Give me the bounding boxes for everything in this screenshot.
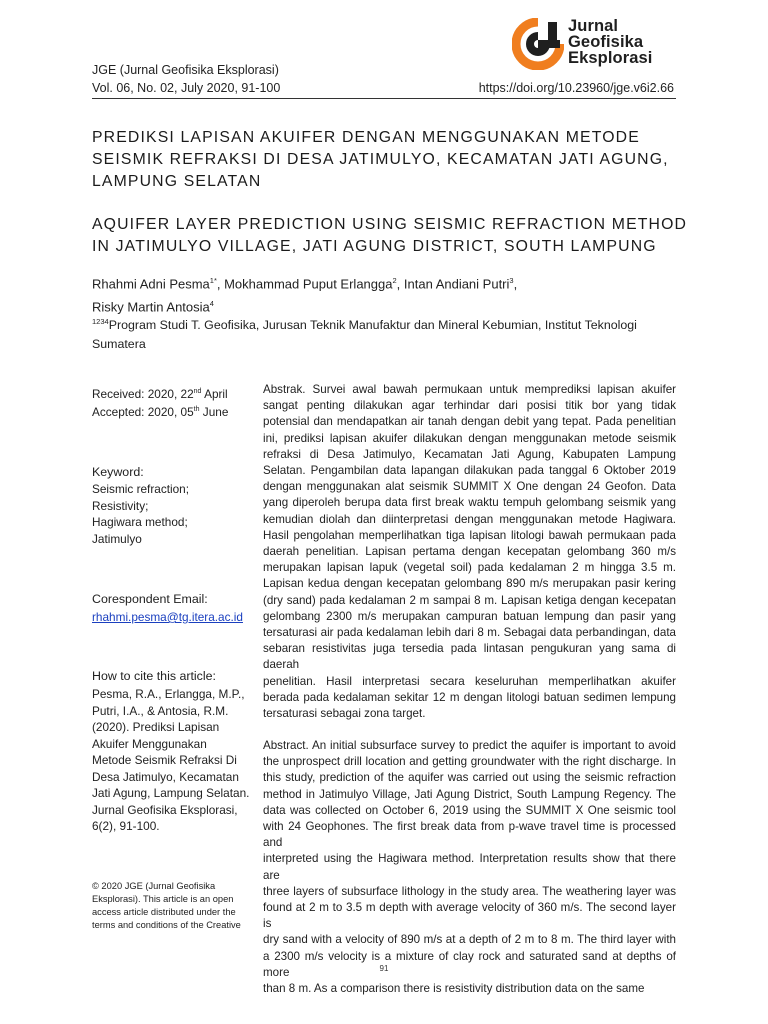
citation-line: Jurnal Geofisika Eksplorasi,	[92, 802, 238, 817]
abstract-id-line: Hasil pengolahan memperlihatkan tiga lapisan litologi bawah permukaan pada	[263, 528, 676, 542]
abstract-id-line: gelombang 2300 m/s merupakan campuran batuan lempung dan pasir yang	[263, 609, 676, 623]
abstract-id-line: (dry sand) pada kedalaman 2 m sampai 8 m. Lapisan ketiga dengan kecepatan	[263, 593, 676, 607]
copyright-notice	[92, 880, 252, 932]
abstract-id-line: Abstrak. Survei awal bawah permukaan untuk memprediksi lapisan akuifer	[263, 383, 676, 396]
title-english	[92, 214, 688, 258]
affiliation-line-1	[92, 312, 692, 335]
abstract-id-line: penelitian. Hasil interpretasi secara keseluruhan memperlihatkan akuifer	[263, 674, 676, 688]
author-sup: 3	[509, 276, 514, 285]
citation-line: Metode Seismik Refraksi Di	[92, 753, 237, 767]
volume-info: Vol. 06, No. 02, July 2020, 91-100	[92, 81, 281, 95]
accepted-sup: th	[193, 406, 200, 414]
affiliation-line-2: Sumatera	[92, 337, 146, 352]
abstract-en-line: found at 2 m to 3.5 m depth with average velocity of 360 m/s. The second layer is	[263, 901, 676, 931]
copyright-line: terms and conditions of the Creative	[92, 920, 241, 930]
citation-line: Akuifer Menggunakan	[92, 736, 207, 751]
abstract-id-line: sangat penting dilakukan agar terhindar dari posisi titik bor yang tidak	[263, 399, 676, 413]
received-sup: nd	[193, 388, 202, 395]
abstract-id-line: Selatan. Pengambilan data lapangan dilakukan pada tanggal 6 Oktober 2019	[263, 464, 676, 478]
citation-line: 6(2), 91-100.	[92, 819, 160, 833]
doi-link[interactable]: https://doi.org/10.23960/jge.v6i2.66	[478, 81, 674, 95]
logo-wordmark	[568, 18, 688, 66]
author-separator: ,	[513, 276, 518, 292]
cite-heading: How to cite this article:	[92, 669, 216, 683]
abstract-id-line: sebaran resistivitas juga tersedia pada lintasan pengukuran yang sama di daerah	[263, 642, 676, 672]
journal-name: JGE (Jurnal Geofisika Eksplorasi)	[92, 63, 279, 77]
author-sup: 4	[209, 299, 214, 309]
jge-logo-icon	[512, 18, 564, 70]
abstract-indonesian	[263, 382, 676, 722]
abstract-en-line: three layers of subsurface lithology in the study area. The weathering layer was	[263, 884, 676, 898]
abstract-id-line: ini, prediksi lapisan akuifer dilakukan dengan menggunakan metode seismik	[263, 431, 676, 445]
abstract-english	[263, 738, 676, 997]
abstract-id-line: tersaturasi sebagai zona target.	[263, 707, 426, 721]
abstract-en-line: with 24 Geophones. The first break data from p-wave travel time is processed and	[263, 820, 676, 850]
accepted-date	[92, 402, 252, 420]
abstract-en-line: a 2300 m/s velocity is a mixture of clay rock and saturated sand at depths of more	[263, 949, 676, 979]
received-date	[92, 384, 252, 402]
abstract-id-line: refraksi di Desa Jatimulyo, Kecamatan Jati Agung, Kabupaten Lampung	[263, 447, 676, 461]
affiliation-sup: 1234	[92, 317, 109, 326]
author-line-1	[92, 271, 682, 294]
author-sup: 2	[392, 276, 397, 285]
copyright-line: access article distributed under the	[92, 907, 236, 917]
abstract-en-line: dry sand with a velocity of 890 m/s at a depth of 2 m to 8 m. The third layer with	[263, 933, 676, 947]
abstract-id-line: daerah penelitian. Lapisan pertama dengan kecepatan gelombang 360 m/s	[263, 545, 676, 559]
affiliation-text: Program Studi T. Geofisika, Jurusan Teknik Manufaktur dan Mineral Kebumian, Institut Teknologi	[108, 318, 637, 333]
author-name: Risky Martin Antosia	[92, 299, 210, 315]
abstract-id-line: yang diperoleh berupa data first break waktu tempuh gelombang seismik yang	[263, 496, 676, 510]
keyword-item: Resistivity;	[92, 498, 149, 513]
citation-line: (2020). Prediksi Lapisan	[92, 720, 220, 734]
copyright-line: © 2020 JGE (Jurnal Geofisika	[92, 881, 216, 891]
received-month: April	[201, 386, 228, 401]
author-sup: 1*	[209, 276, 217, 285]
accepted-text: Accepted: 2020, 05	[92, 405, 194, 420]
abstract-en-line: data was collected on October 6, 2019 using the SUMMIT X One seismic tool	[263, 803, 676, 817]
logo-line-3: Eksplorasi	[568, 49, 653, 67]
author-name: , Mokhammad Puput Erlangga	[216, 276, 393, 292]
accepted-month: June	[199, 405, 229, 420]
abstract-id-line: berada pada kedalaman sekitar 12 m dengan litologi batuan sedimen lempung	[263, 690, 676, 704]
abstract-id-line: Lapisan kedua dengan kecepatan gelombang 890 m/s merupakan pasir kering	[263, 577, 676, 591]
abstract-en-line: the unprospect drill location and getting groundwater with the right discharge. In	[263, 755, 676, 769]
keyword-list	[92, 481, 252, 547]
abstract-id-line: potensial dan mendapatkan air tanah dengan debit yang tepat. Pada penelitian	[263, 415, 676, 429]
citation-line: Putri, I.A., & Antosia, R.M.	[92, 703, 229, 718]
keyword-item: Jatimulyo	[92, 531, 142, 546]
abstract-id-line: merupakan lapisan lapuk (vegetal soil) pada kedalaman 2 m hingga 3.5 m.	[263, 561, 676, 575]
abstract-id-line: dengan menggunakan alat seismik SUMMIT X One dengan 24 Geofon. Data	[263, 480, 676, 494]
abstract-en-line: than 8 m. As a comparison there is resistivity distribution data on the same	[263, 982, 645, 996]
logo-line-2: Geofisika	[568, 33, 644, 51]
title-indonesian	[92, 127, 682, 193]
journal-logo	[512, 16, 682, 80]
keyword-heading: Keyword:	[92, 465, 144, 479]
title-id-line-1: PREDIKSI LAPISAN AKUIFER DENGAN MENGGUNAKAN METODE	[92, 129, 640, 146]
abstract-id-line: tersaturasi air pada kedalaman lebih dari 8 m. Sebagai data perbandingan, data	[263, 626, 676, 640]
citation-line: Jati Agung, Lampung Selatan.	[92, 786, 250, 800]
page-number: 91	[379, 964, 389, 973]
author-name: Rhahmi Adni Pesma	[92, 276, 210, 292]
abstract-id-line: kemudian diolah dan diinterpretasi dengan menggunakan metode Hagiwara.	[263, 512, 676, 526]
citation-line: Pesma, R.A., Erlangga, M.P.,	[92, 687, 245, 701]
title-id-line-2: SEISMIK REFRAKSI DI DESA JATIMULYO, KECAMATAN JATI AGUNG,	[92, 151, 669, 168]
abstract-en-line: Abstract. An initial subsurface survey to predict the aquifer is important to avoid	[263, 739, 676, 752]
abstract-en-line: method in Jatimulyo Village, Jati Agung District, South Lampung Regency. The	[263, 787, 676, 801]
correspondent-heading: Corespondent Email:	[92, 592, 208, 606]
author-list	[92, 271, 682, 318]
copyright-line: Eksplorasi). This article is an open	[92, 894, 234, 904]
title-en-line-2: IN JATIMULYO VILLAGE, JATI AGUNG DISTRICT, SOUTH LAMPUNG	[92, 238, 657, 255]
citation-line: Desa Jatimulyo, Kecamatan	[92, 769, 239, 784]
abstract-en-line: interpreted using the Hagiwara method. Interpretation results show that there are	[263, 852, 676, 882]
logo-line-1: Jurnal	[568, 17, 619, 35]
article-dates	[92, 384, 252, 421]
title-id-line-3: LAMPUNG SELATAN	[92, 173, 262, 190]
citation-text	[92, 686, 250, 835]
header-divider	[92, 98, 676, 99]
keyword-item: Seismic refraction;	[92, 482, 190, 496]
keyword-item: Hagiwara method;	[92, 515, 188, 529]
received-text: Received: 2020, 22	[92, 386, 194, 401]
title-en-line-1: AQUIFER LAYER PREDICTION USING SEISMIC REFRACTION METHOD	[92, 216, 688, 233]
affiliation	[92, 312, 692, 354]
correspondent-email-link[interactable]: rhahmi.pesma@tg.itera.ac.id	[92, 610, 243, 624]
author-name: , Intan Andiani Putri	[396, 276, 510, 292]
abstract-en-line: this study, prediction of the aquifer was carried out using the seismic refraction	[263, 771, 676, 785]
